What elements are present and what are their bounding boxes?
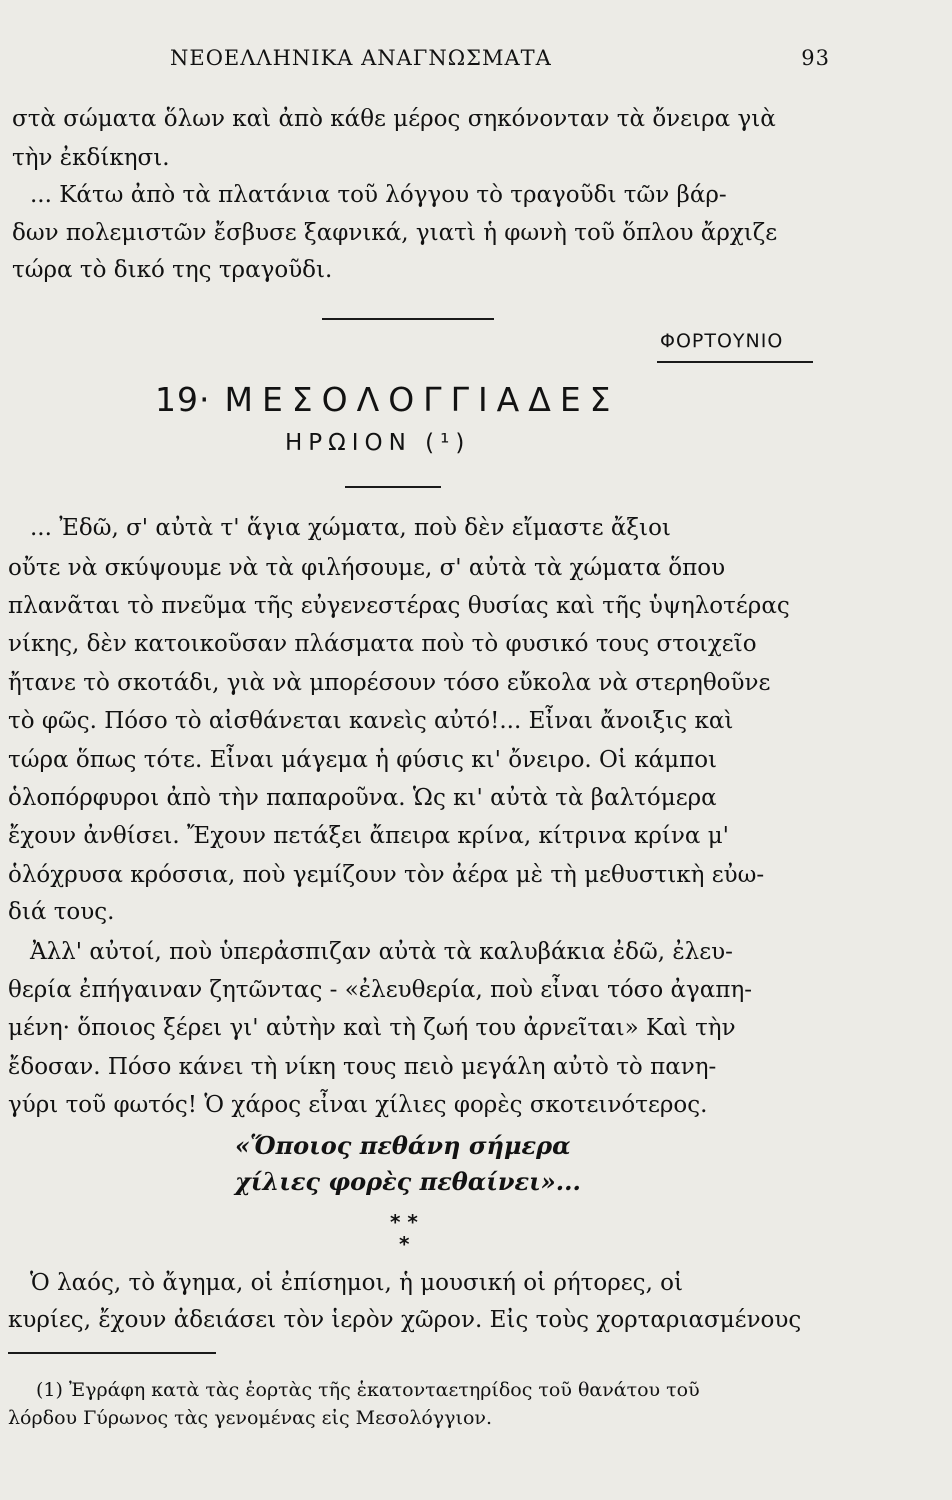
text-line: οὔτε νὰ σκύψουμε νὰ τὰ φιλήσουμε, σ' αὐτὰ τὰ χώματα ὅπου — [8, 555, 726, 581]
text-line: ὁλοπόρφυροι ἀπὸ τὴν παπαροῦνα. Ὡς κι' αὐτὰ τὰ βαλτόμερα — [8, 785, 717, 811]
text-line: τώρα ὅπως τότε. Εἶναι μάγεμα ἡ φύσις κι' ὄνειρο. Οἱ κάμποι — [8, 747, 718, 773]
text-line: ... Ἐδῶ, σ' αὐτὰ τ' ἅγια χώματα, ποὺ δὲν εἴμαστε ἄξιοι — [30, 515, 671, 541]
text-line: ἔδοσαν. Πόσο κάνει τὴ νίκη τους πειὸ μεγάλη αὐτὸ τὸ πανη- — [8, 1054, 717, 1080]
text-line: ὁλόχρυσα κρόσσια, ποὺ γεμίζουν τὸν ἀέρα μὲ τὴ μεθυστικὴ εὐω- — [8, 862, 765, 888]
text-line: ... Κάτω ἀπὸ τὰ πλατάνια τοῦ λόγγου τὸ τραγοῦδι τῶν βάρ- — [30, 182, 727, 208]
separator-stars: * * — [390, 1210, 418, 1234]
text-line: διά τους. — [8, 899, 115, 925]
running-title: ΝΕΟΕΛΛΗΝΙΚΑ ΑΝΑΓΝΩΣΜΑΤΑ — [170, 46, 552, 70]
author-underline — [657, 361, 813, 363]
poem-line: χίλιες φορὲς πεθαίνει»... — [235, 1167, 581, 1196]
text-line: τὴν ἐκδίκησι. — [12, 145, 170, 171]
text-line: θερία ἐπήγαιναν ζητῶντας - «ἐλευθερία, ποὺ εἶναι τόσο ἀγαπη- — [8, 977, 753, 1003]
text-line: Ἀλλ' αὐτοί, ποὺ ὑπερἀσπιζαν αὐτὰ τὰ καλυβάκια ἐδῶ, ἐλευ- — [30, 939, 733, 965]
separator-star: * — [399, 1232, 410, 1256]
footnote-line: (1) Ἐγράφη κατὰ τὰς ἑορτὰς τῆς ἑκατονταετηρίδος τοῦ θανάτου τοῦ — [36, 1379, 700, 1401]
chapter-heading — [155, 380, 620, 419]
text-line: δων πολεμιστῶν ἔσβυσε ξαφνικά, γιατὶ ἡ φωνὴ τοῦ ὅπλου ἄρχιζε — [12, 220, 778, 246]
section-divider — [322, 318, 494, 320]
footnote-line: λόρδου Γύρωνος τὰς γενομένας εἰς Μεσολόγγιον. — [8, 1407, 492, 1429]
text-line: μένη· ὅποιος ξέρει γι' αὐτὴν καὶ τὴ ζωή του ἀρνεῖται» Καὶ τὴν — [8, 1015, 736, 1041]
page-number: 93 — [801, 46, 830, 70]
text-line: γύρι τοῦ φωτός! Ὁ χάρος εἶναι χίλιες φορὲς σκοτεινότερος. — [8, 1092, 708, 1118]
text-line: τώρα τὸ δικό της τραγοῦδι. — [12, 257, 333, 283]
footnote-rule — [8, 1352, 216, 1354]
text-line: νίκης, δὲν κατοικοῦσαν πλάσματα ποὺ τὸ φυσικό τους στοιχεῖο — [8, 631, 757, 657]
text-line: στὰ σώματα ὅλων καὶ ἀπὸ κάθε μέρος σηκόνονταν τὰ ὄνειρα γιὰ — [12, 106, 776, 132]
chapter-number: 19· — [155, 380, 211, 419]
text-line: ἤτανε τὸ σκοτάδι, γιὰ νὰ μπορέσουν τόσο εὔκολα νὰ στερηθοῦνε — [8, 670, 771, 696]
chapter-title: ΜΕΣΟΛΟΓΓΙΑΔΕΣ — [224, 380, 620, 419]
text-line: ἔχουν ἀνθίσει. Ἔχουν πετάξει ἄπειρα κρίνα, κίτρινα κρίνα μ' — [8, 823, 729, 849]
text-line: πλανᾶται τὸ πνεῦμα τῆς εὐγενεστέρας θυσίας καὶ τῆς ὑψηλοτέρας — [8, 593, 790, 619]
poem-line: «Ὅποιος πεθάνη σήμερα — [235, 1131, 571, 1160]
text-line: κυρίες, ἔχουν ἀδειάσει τὸν ἱερὸν χῶρον. Εἰς τοὺς χορταριασμένους — [8, 1307, 802, 1333]
author-signature: ΦΟΡΤΟΥΝΙΟ — [660, 330, 784, 352]
text-line: Ὁ λαός, τὸ ἄγημα, οἱ ἐπίσημοι, ἡ μουσική οἱ ρήτορες, οἱ — [30, 1270, 684, 1296]
text-line: τὸ φῶς. Πόσο τὸ αἰσθάνεται κανεὶς αὐτό!... Εἶναι ἄνοιξις καὶ — [8, 708, 734, 734]
chapter-subtitle: ΗΡΩΙΟΝ (¹) — [285, 430, 471, 456]
heading-divider — [345, 486, 441, 488]
